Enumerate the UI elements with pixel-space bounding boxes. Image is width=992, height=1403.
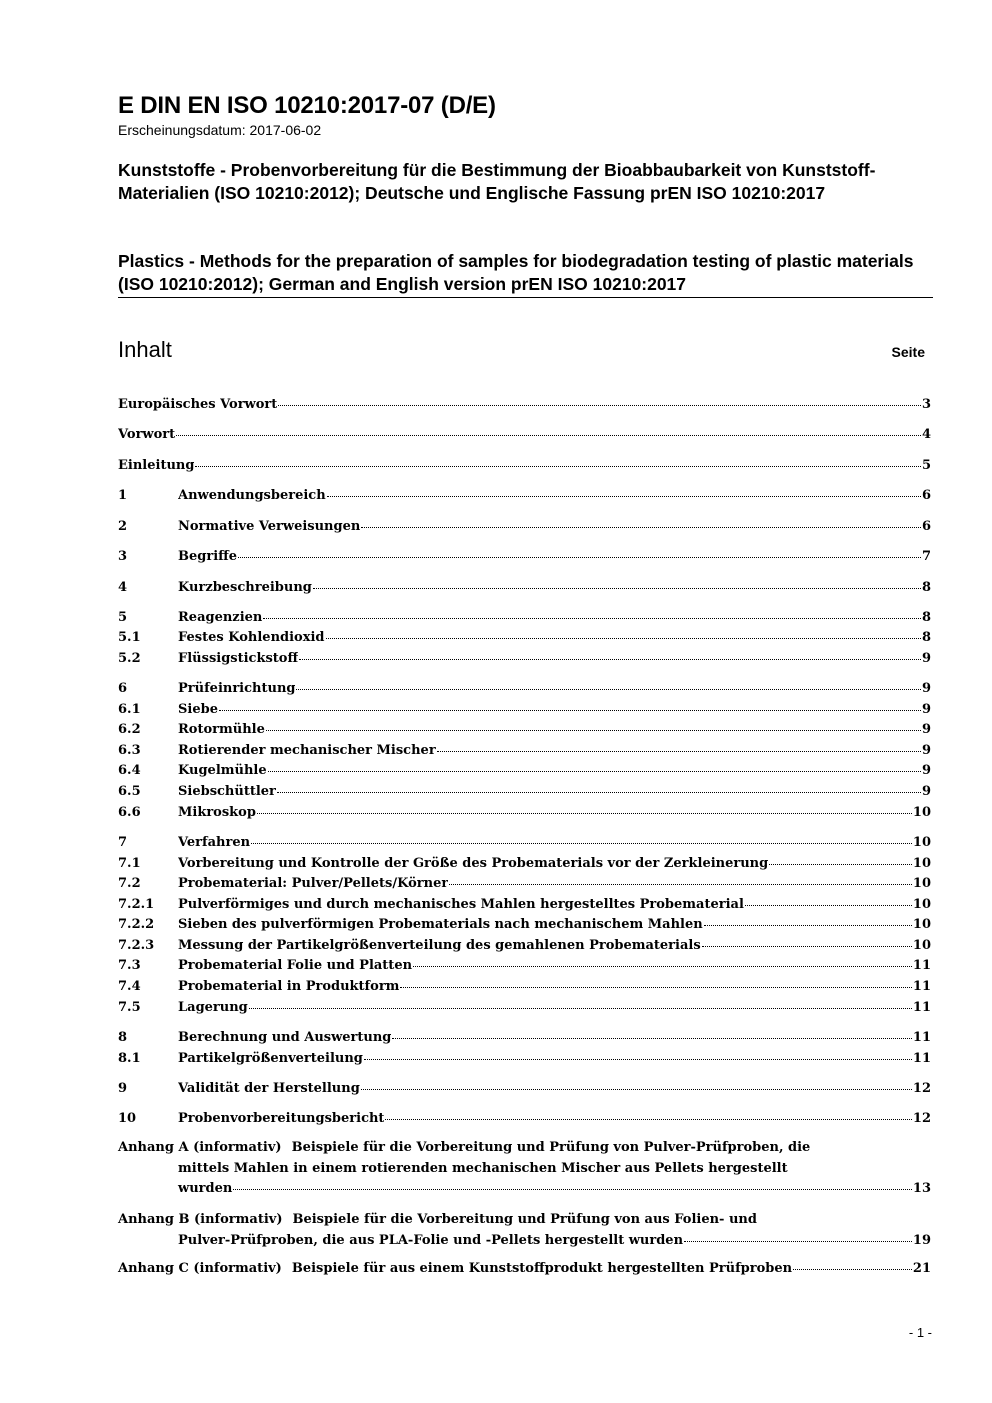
toc-leader-dots [437, 750, 921, 752]
toc-leader-dots [361, 1088, 912, 1090]
toc-entry-number: 7.5 [118, 1000, 141, 1015]
toc-entry-title: Vorbereitung und Kontrolle der Größe des Probematerials vor der Zerkleinerung [178, 856, 769, 871]
toc-entry-page: 11 [912, 979, 931, 994]
toc-entry[interactable] [118, 720, 931, 739]
toc-entry[interactable] [118, 1049, 931, 1068]
toc-entry-number: 2 [118, 519, 128, 534]
toc-leader-dots [278, 404, 921, 406]
toc-entry-title: Flüssigstickstoff [178, 651, 299, 666]
toc-leader-dots [326, 637, 921, 639]
toc-entry-title: Anwendungsbereich [178, 488, 326, 503]
toc-leader-dots [392, 1037, 912, 1039]
toc-entry[interactable] [118, 936, 931, 955]
annex-title-text: Beispiele für die Vorbereitung und Prüfung von aus Folien- und [292, 1212, 757, 1227]
toc-entry-title: Validität der Herstellung [178, 1081, 360, 1096]
toc-entry-page: 10 [912, 917, 931, 932]
toc-entry-title: Europäisches Vorwort [118, 397, 278, 412]
toc-entry-page: 12 [912, 1111, 931, 1126]
toc-entry-number: 7.2.3 [118, 938, 155, 953]
toc-entry-page: 4 [921, 427, 931, 442]
annex-title-text: Beispiele für aus einem Kunststoffprodukt hergestellten Prüfproben [291, 1261, 793, 1276]
toc-entry-page: 9 [921, 722, 931, 737]
toc-entry[interactable] [118, 741, 931, 760]
toc-entry-page: 7 [921, 549, 931, 564]
toc-entry-page: 10 [912, 938, 931, 953]
toc-entry-number: 6.2 [118, 722, 141, 737]
toc-entry-number: 6.3 [118, 743, 141, 758]
annex-title-text: Beispiele für die Vorbereitung und Prüfung von Pulver-Prüfproben, die [291, 1140, 811, 1155]
toc-entry[interactable] [118, 456, 931, 475]
annex-title-text: mittels Mahlen in einem rotierenden mechanischen Mischer aus Pellets hergestellt [178, 1160, 788, 1176]
toc-entry-title: Mikroskop [178, 805, 256, 820]
toc-leader-dots [400, 986, 911, 988]
toc-entry-page: 12 [912, 1081, 931, 1096]
toc-leader-dots [296, 688, 920, 690]
toc-entry-page: 11 [912, 1000, 931, 1015]
toc-entry-title: Probematerial in Produktform [178, 979, 400, 994]
toc-entry-title: Berechnung und Auswertung [178, 1030, 392, 1045]
toc-entry-title: Begriffe [178, 549, 238, 564]
toc-annex-entry[interactable] [118, 1210, 931, 1251]
toc-leader-dots [793, 1268, 912, 1270]
toc-entry-number: 5 [118, 610, 128, 625]
toc-entry-number: 10 [118, 1111, 137, 1126]
toc-leader-dots [277, 791, 921, 793]
toc-entry[interactable] [118, 854, 931, 873]
toc-entry[interactable] [118, 486, 931, 505]
annex-title-text: Pulver-Prüfproben, die aus PLA-Folie und -Pellets hergestellt wurden [178, 1232, 684, 1248]
toc-entry[interactable] [118, 700, 931, 719]
toc-entry-page: 9 [921, 702, 931, 717]
annex-line [118, 1159, 931, 1180]
toc-entry-title: Sieben des pulverförmigen Probematerials nach mechanischem Mahlen [178, 917, 703, 932]
title-underline-rule [118, 297, 933, 298]
toc-leader-dots [233, 1188, 912, 1190]
toc-entry-number: 7.2 [118, 876, 141, 891]
toc-leader-dots [413, 965, 912, 967]
toc-entry[interactable] [118, 1109, 931, 1128]
page-number: - 1 - [908, 1325, 932, 1340]
toc-entry-number: 4 [118, 580, 128, 595]
toc-leader-dots [704, 924, 912, 926]
toc-entry[interactable] [118, 1028, 931, 1047]
toc-leader-dots [219, 709, 921, 711]
toc-leader-dots [249, 1007, 912, 1009]
toc-entry-number: 6.5 [118, 784, 141, 799]
toc-entry-page: 9 [921, 743, 931, 758]
toc-entry-page: 9 [921, 651, 931, 666]
english-title: Plastics - Methods for the preparation of samples for biodegradation testing of plastic materials (ISO 10210:2012); German and English version prEN ISO 10210:2017 [118, 251, 914, 294]
toc-entry-number: 6.1 [118, 702, 141, 717]
toc-entry-page: 10 [912, 897, 931, 912]
toc-entry[interactable] [118, 782, 931, 801]
toc-leader-dots [684, 1240, 912, 1242]
toc-annex-entry[interactable] [118, 1259, 931, 1280]
toc-leader-dots [195, 465, 921, 467]
toc-leader-dots [364, 1058, 912, 1060]
toc-entry[interactable] [118, 803, 931, 822]
toc-entry-title: Rotierender mechanischer Mischer [178, 743, 436, 758]
toc-leader-dots [769, 863, 912, 865]
toc-entry-number: 8 [118, 1030, 128, 1045]
toc-entry-title: Normative Verweisungen [178, 519, 361, 534]
toc-leader-dots [238, 556, 921, 558]
toc-entry-number: 3 [118, 549, 128, 564]
toc-leader-dots [251, 842, 912, 844]
toc-leader-dots [745, 904, 912, 906]
toc-entry-title: Siebschüttler [178, 784, 276, 799]
toc-entry-number: 7.2.2 [118, 917, 155, 932]
toc-entry[interactable] [118, 895, 931, 914]
toc-entry[interactable] [118, 956, 931, 975]
toc-entry-title: Partikelgrößenverteilung [178, 1051, 363, 1066]
toc-entry-number: 6 [118, 681, 128, 696]
toc-entry-page: 9 [921, 681, 931, 696]
toc-entry-title: Probematerial: Pulver/Pellets/Körner [178, 876, 449, 891]
toc-entry-title: Lagerung [178, 1000, 248, 1015]
toc-entry[interactable] [118, 547, 931, 566]
toc-entry-page: 10 [912, 856, 931, 871]
toc-entry-number: 7.1 [118, 856, 141, 871]
toc-entry-title: Rotormühle [178, 722, 265, 737]
toc-entry[interactable] [118, 915, 931, 934]
toc-entry[interactable] [118, 1079, 931, 1098]
toc-page-column-label: Seite [891, 344, 925, 360]
toc-leader-dots [299, 658, 921, 660]
toc-entry-number: 1 [118, 488, 128, 503]
toc-entry-title: Prüfeinrichtung [178, 681, 296, 696]
publication-date: Erscheinungsdatum: 2017-06-02 [118, 122, 322, 138]
toc-entry[interactable] [118, 874, 931, 893]
toc-leader-dots [361, 526, 921, 528]
annex-line [118, 1259, 931, 1280]
toc-entry[interactable] [118, 833, 931, 852]
toc-leader-dots [257, 812, 912, 814]
annex-line [118, 1231, 931, 1252]
toc-entry-page: 13 [912, 1181, 931, 1196]
toc-entry[interactable] [118, 977, 931, 996]
toc-entry-page: 8 [921, 630, 931, 645]
toc-entry-page: 6 [921, 488, 931, 503]
toc-leader-dots [313, 587, 921, 589]
toc-entry-page: 11 [912, 958, 931, 973]
toc-entry[interactable] [118, 517, 931, 536]
document-title: E DIN EN ISO 10210:2017-07 (D/E) [118, 92, 496, 119]
toc-entry-title: Vorwort [118, 427, 176, 442]
annex-line [118, 1179, 931, 1200]
toc-entry-number: 8.1 [118, 1051, 141, 1066]
toc-entry-title: Probematerial Folie und Platten [178, 958, 413, 973]
toc-entry-page: 9 [921, 784, 931, 799]
toc-entry-number: 6.4 [118, 763, 141, 778]
toc-heading: Inhalt [118, 337, 172, 362]
annex-title-text: wurden [178, 1181, 233, 1196]
toc-leader-dots [268, 770, 921, 772]
toc-entry-page: 6 [921, 519, 931, 534]
toc-entry-title: Einleitung [118, 458, 195, 473]
toc-entry[interactable] [118, 761, 931, 780]
toc-entry[interactable] [118, 649, 931, 668]
toc-entry-number: 7.3 [118, 958, 141, 973]
toc-entry[interactable] [118, 628, 931, 647]
annex-label: Anhang A (informativ) [118, 1140, 282, 1155]
annex-label: Anhang C (informativ) [118, 1261, 282, 1276]
toc-entry-title: Festes Kohlendioxid [178, 630, 325, 645]
toc-entry-title: Verfahren [178, 835, 251, 850]
toc-entry-title: Messung der Partikelgrößenverteilung des gemahlenen Probematerials [178, 938, 701, 953]
annex-line [118, 1138, 931, 1159]
toc-leader-dots [263, 617, 921, 619]
toc-entry-page: 3 [921, 397, 931, 412]
toc-entry[interactable] [118, 608, 931, 627]
toc-entry[interactable] [118, 578, 931, 597]
toc-entry-title: Pulverförmiges und durch mechanisches Mahlen hergestelltes Probematerial [178, 897, 744, 912]
toc-entry[interactable] [118, 395, 931, 414]
toc-entry-title: Kurzbeschreibung [178, 580, 312, 595]
toc-annex-entry[interactable] [118, 1138, 931, 1200]
toc-entry-title: Kugelmühle [178, 763, 267, 778]
toc-entry[interactable] [118, 425, 931, 444]
toc-entry-title: Siebe [178, 702, 218, 717]
toc-entry-number: 5.2 [118, 651, 141, 666]
toc-leader-dots [327, 495, 921, 497]
toc-entry-title: Probenvorbereitungsbericht [178, 1111, 385, 1126]
toc-entry-page: 5 [921, 458, 931, 473]
toc-leader-dots [702, 945, 912, 947]
toc-entry-page: 11 [912, 1030, 931, 1045]
toc-entry-title: Reagenzien [178, 610, 263, 625]
toc-entry-number: 7.2.1 [118, 897, 155, 912]
toc-entry-page: 11 [912, 1051, 931, 1066]
toc-leader-dots [385, 1118, 911, 1120]
toc-leader-dots [176, 434, 921, 436]
toc-entry-number: 7.4 [118, 979, 141, 994]
toc-leader-dots [266, 729, 921, 731]
german-title: Kunststoffe - Probenvorbereitung für die Bestimmung der Bioabbaubarkeit von Kunststoff-Materialien (ISO 10210:2012); Deutsche und Englische Fassung prEN ISO 10210:2017 [118, 160, 876, 203]
toc-entry-page: 10 [912, 805, 931, 820]
toc-entry[interactable] [118, 679, 931, 698]
toc-entry-page: 19 [912, 1232, 931, 1248]
toc-leader-dots [449, 883, 912, 885]
toc-entry[interactable] [118, 998, 931, 1017]
toc-entry-page: 8 [921, 580, 931, 595]
annex-line [118, 1210, 931, 1231]
annex-label: Anhang B (informativ) [118, 1212, 283, 1227]
toc-entry-page: 9 [921, 763, 931, 778]
toc-entry-page: 8 [921, 610, 931, 625]
toc-entry-number: 5.1 [118, 630, 141, 645]
toc-entry-number: 7 [118, 835, 128, 850]
toc-entry-page: 10 [912, 876, 931, 891]
toc-entry-number: 6.6 [118, 805, 141, 820]
toc-entry-number: 9 [118, 1081, 128, 1096]
toc-entry-page: 21 [912, 1261, 931, 1276]
toc-entry-page: 10 [912, 835, 931, 850]
